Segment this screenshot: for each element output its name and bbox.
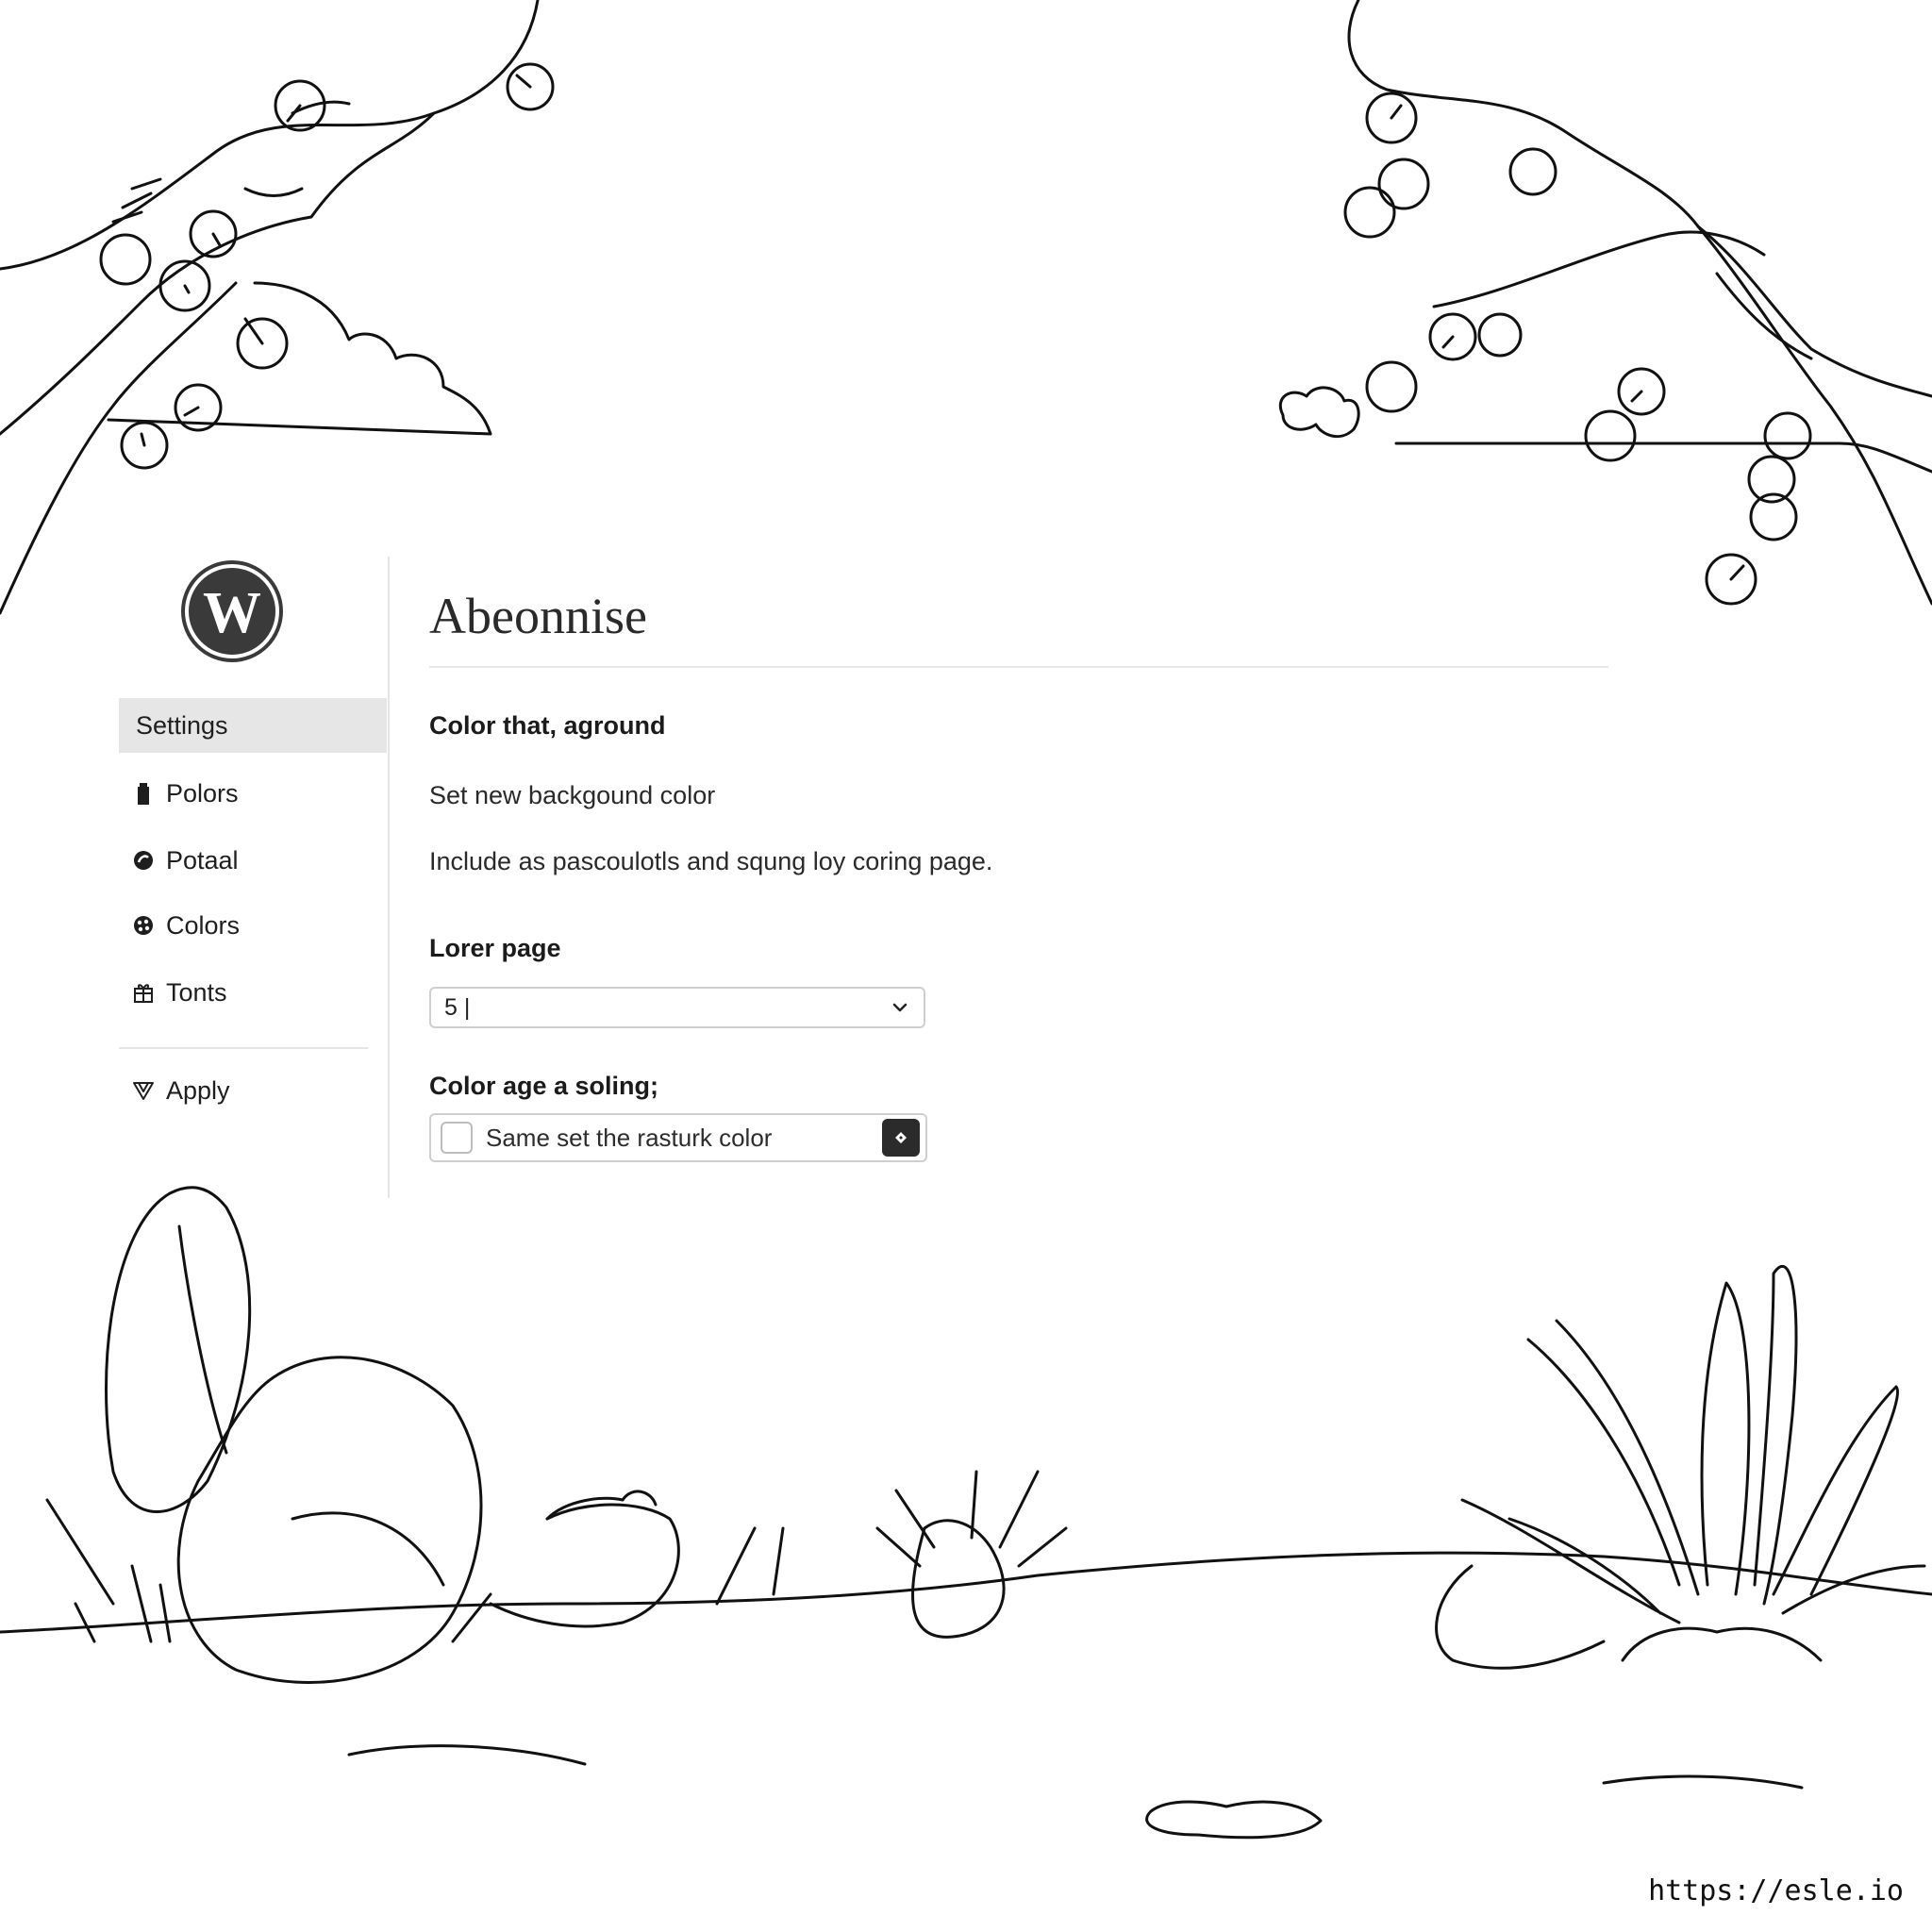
sidebar-item-potaal[interactable] — [119, 833, 387, 888]
apply-button[interactable] — [119, 1063, 387, 1118]
sidebar-item-tonts[interactable] — [119, 965, 387, 1020]
color-picker-button[interactable] — [882, 1119, 920, 1157]
left-tree-branch — [0, 0, 538, 613]
sidebar-divider-horizontal — [119, 1047, 368, 1049]
wordpress-logo — [179, 558, 285, 664]
palette-icon — [132, 914, 155, 937]
ground-and-plants — [0, 1188, 1932, 1838]
color-field — [429, 1113, 927, 1162]
sidebar-item-settings[interactable] — [119, 698, 387, 753]
sidebar-item-label: Tonts — [166, 977, 227, 1007]
section-heading-background: Color that, aground — [429, 711, 666, 740]
page-select-value: 5 | — [444, 993, 471, 1021]
watermark: https://esle.io — [1648, 1874, 1904, 1907]
sidebar-item-label: Potaal — [166, 845, 239, 874]
section-heading-page: Lorer page — [429, 934, 561, 962]
sidebar-item-colors[interactable] — [119, 898, 387, 953]
description-line-1: Set new backgound color — [429, 781, 716, 809]
globe-icon — [132, 849, 155, 872]
color-checkbox[interactable] — [441, 1122, 473, 1154]
page-title: Abeonnise — [429, 588, 647, 644]
apply-label: Apply — [166, 1075, 230, 1105]
color-field-text: Same set the rasturk color — [486, 1123, 773, 1152]
sidebar-divider — [388, 557, 390, 1198]
page-select[interactable] — [429, 987, 925, 1028]
sidebar-item-label: Polors — [166, 778, 239, 808]
right-tree-branch — [1349, 0, 1932, 604]
svg-text:W: W — [203, 581, 261, 645]
sidebar-item-label: Settings — [136, 710, 228, 740]
chevron-down-icon — [890, 997, 910, 1018]
description-line-2: Include as pascoulotls and squng loy coring page. — [429, 847, 993, 875]
sidebar-item-label: Colors — [166, 910, 241, 940]
right-tree-berries — [1280, 93, 1810, 604]
title-divider — [429, 666, 1608, 668]
diamond-icon — [893, 1130, 908, 1145]
section-heading-color: Color age a soling; — [429, 1072, 659, 1100]
tag-icon — [132, 782, 155, 805]
sidebar-item-polors[interactable] — [119, 766, 387, 821]
gift-icon — [132, 981, 155, 1004]
heart-outline-icon — [132, 1079, 155, 1102]
